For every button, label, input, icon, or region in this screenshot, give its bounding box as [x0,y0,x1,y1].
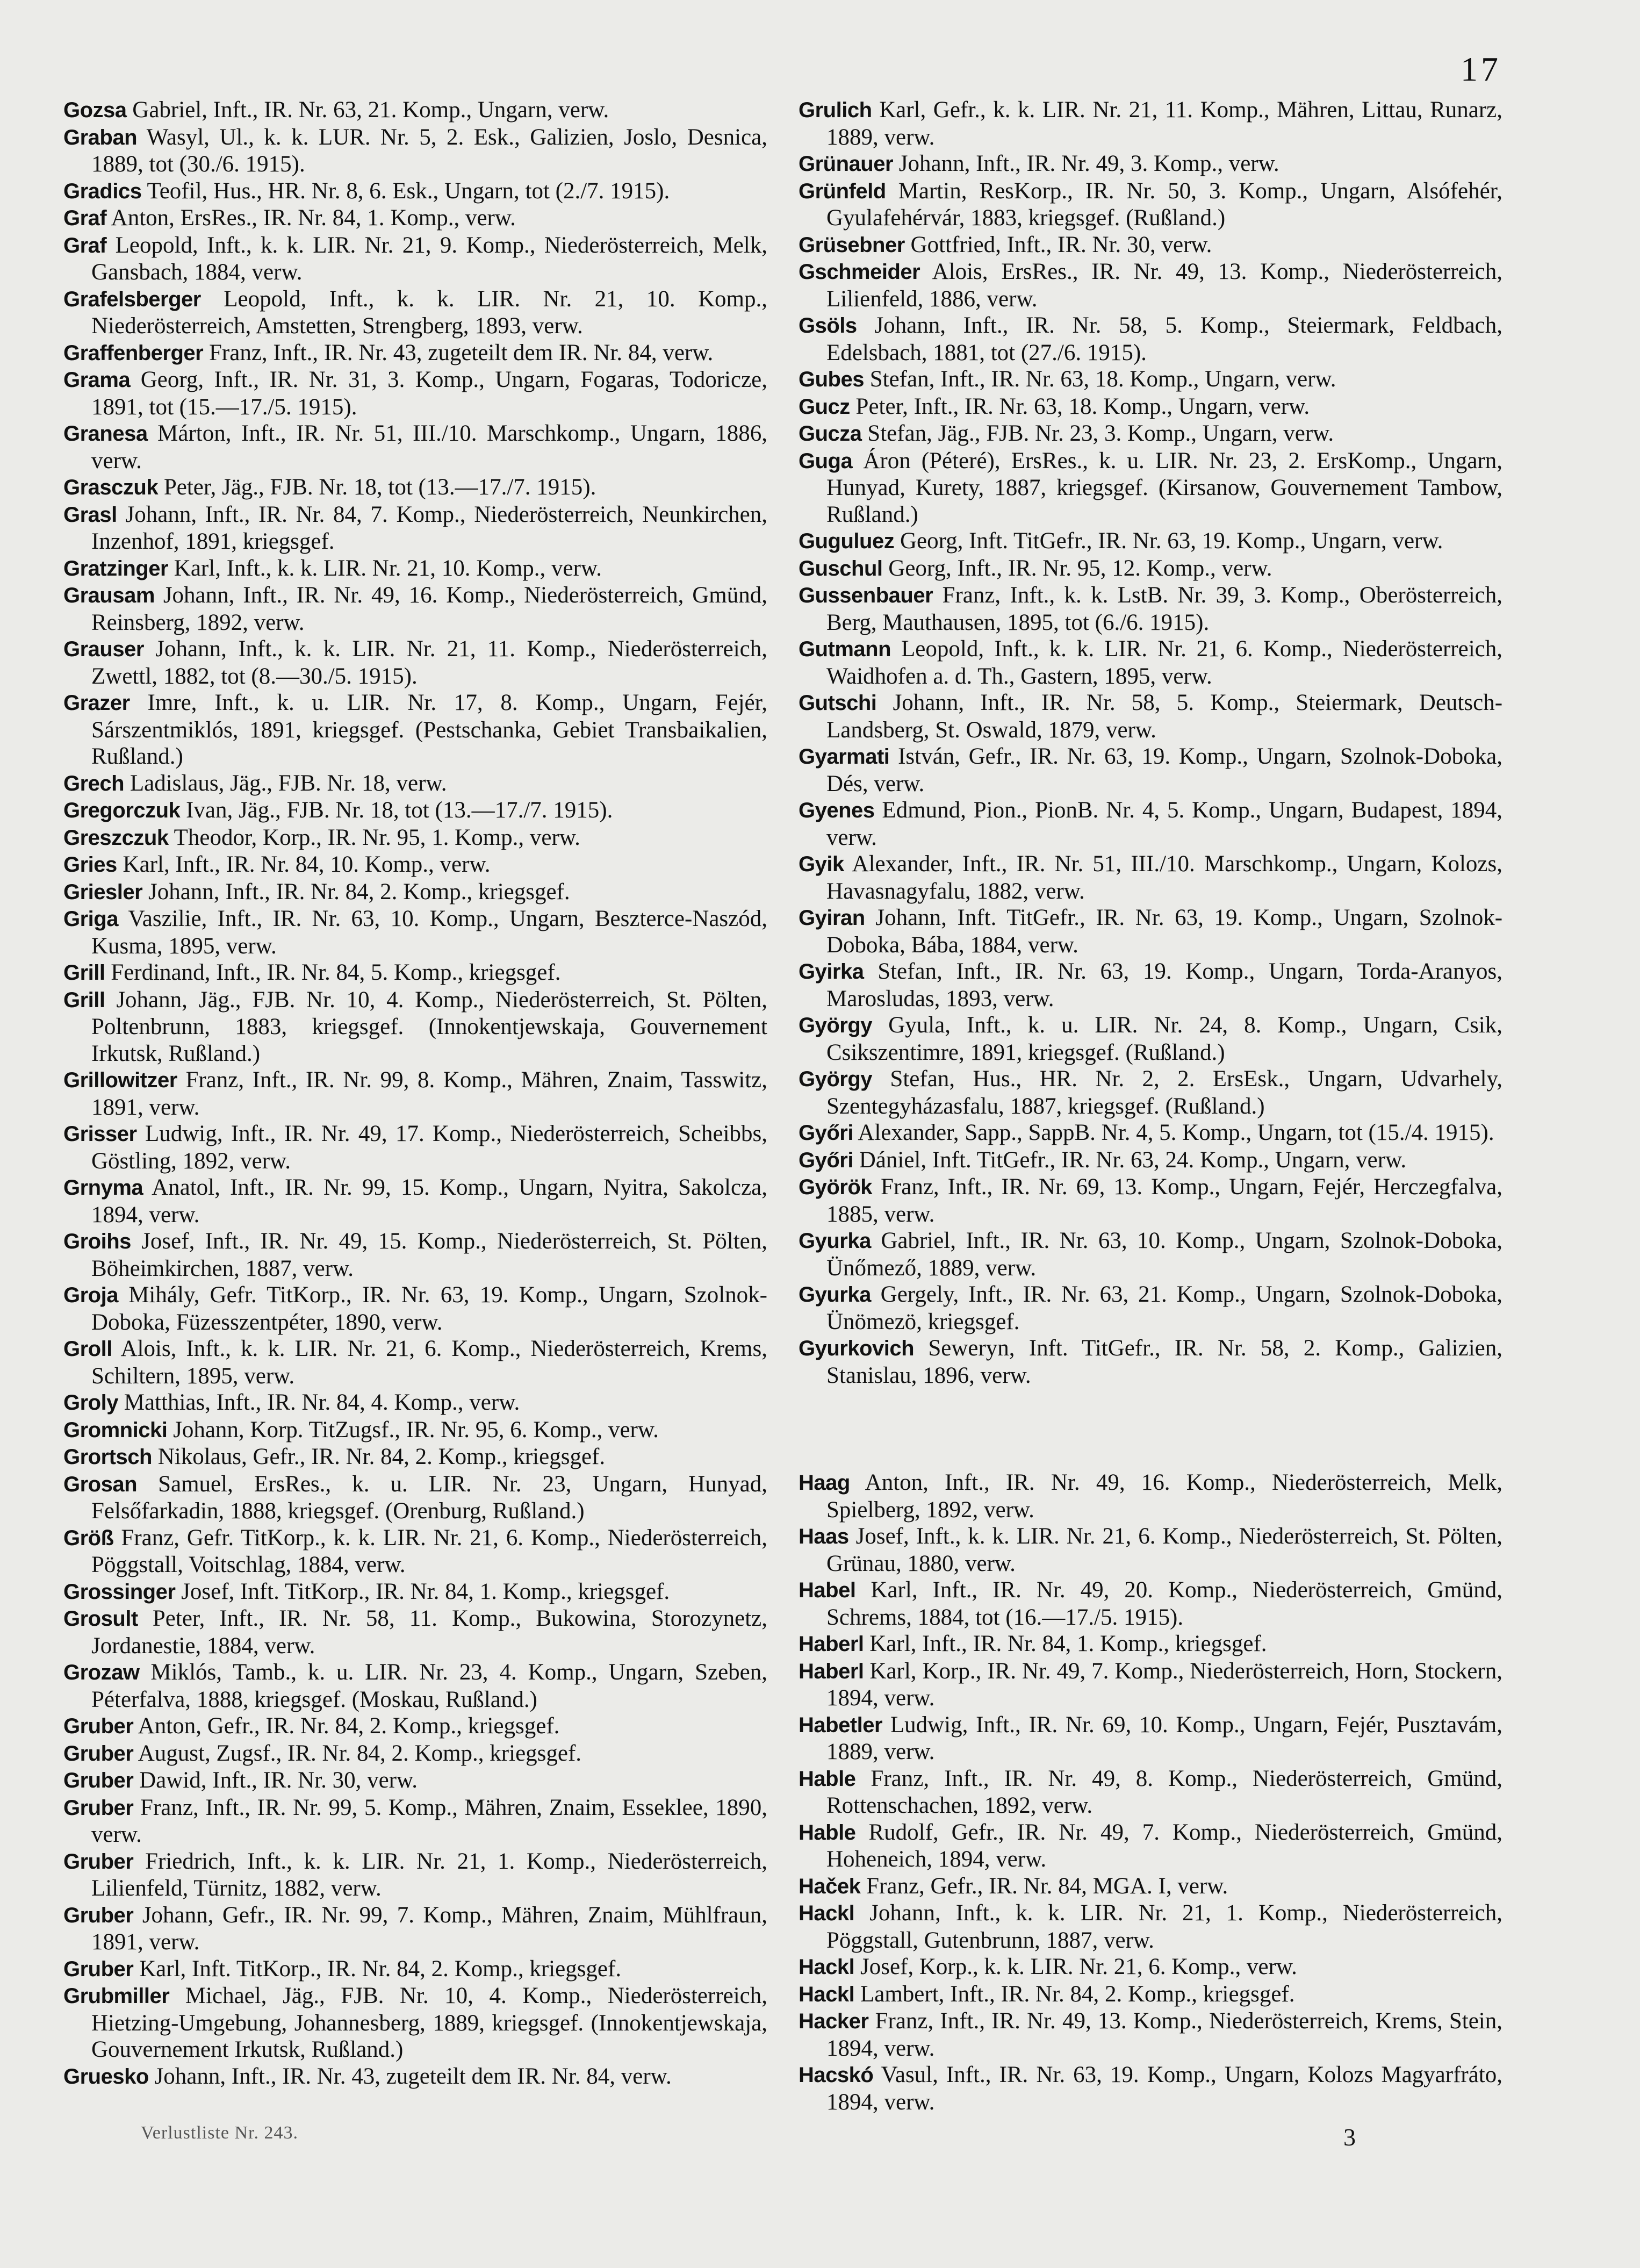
casualty-entry [63,797,767,824]
entry-details: Samuel, ErsRes., k. u. LIR. Nr. 23, Ungarn, Hunyad, Felsőfarkadin, 1888, kriegsgef. (Orenburg, Rußland.) [91,1471,767,1524]
entry-details: Johann, Korp. TitZugsf., IR. Nr. 95, 6. Komp., verw. [173,1417,659,1442]
casualty-entry [63,987,767,1067]
casualty-entry [799,393,1502,421]
entry-surname: Habetler [799,1713,883,1737]
entry-surname: Gruesko [63,2064,149,2088]
entry-surname: Gruber [63,1957,134,1981]
casualty-entry [63,1578,767,1606]
casualty-entry [799,555,1502,583]
entry-surname: Grünauer [799,152,894,176]
entry-details: Franz, Inft., IR. Nr. 49, 8. Komp., Niederösterreich, Gmünd, Rottenschachen, 1892, verw. [826,1765,1502,1818]
entry-surname: Groja [63,1283,118,1307]
casualty-entry [63,1282,767,1336]
entry-surname: Gutmann [799,637,891,661]
casualty-entry [799,420,1502,448]
entry-surname: Gucz [799,394,850,419]
casualty-entry [63,636,767,690]
casualty-entry [799,1174,1502,1228]
entry-details: Gabriel, Inft., IR. Nr. 63, 21. Komp., Ungarn, verw. [132,97,609,123]
entry-surname: Hacskó [799,2063,874,2087]
casualty-entry [63,1659,767,1713]
entry-details: Peter, Jäg., FJB. Nr. 18, tot (13.—17./7. 1915). [163,475,596,500]
entry-details: Gergely, Inft., IR. Nr. 63, 21. Komp., Ungarn, Szolnok-Doboka, Ünömezö, kriegsgef. [826,1282,1502,1334]
casualty-entry [63,959,767,987]
entry-surname: Grisser [63,1122,137,1146]
entry-surname: Grulich [799,98,872,122]
entry-details: Franz, Inft., k. k. LstB. Nr. 39, 3. Komp., Oberösterreich, Berg, Mauthausen, 1895, tot (6./6. 1915). [826,583,1502,635]
casualty-entry [799,743,1502,797]
entry-details: Peter, Inft., IR. Nr. 58, 11. Komp., Bukowina, Storozynetz, Jordanestie, 1884, verw. [91,1606,767,1659]
entry-surname: Grüsebner [799,233,905,257]
entry-surname: Griga [63,907,118,931]
casualty-entry [799,1147,1502,1174]
casualty-entry [799,1765,1502,1819]
casualty-entry [799,1712,1502,1765]
entry-surname: Gregorczuk [63,799,181,822]
casualty-entry [799,690,1502,743]
casualty-entry [799,97,1502,150]
casualty-entry [63,1795,767,1848]
casualty-entry [63,340,767,367]
entry-details: Mihály, Gefr. TitKorp., IR. Nr. 63, 19. Komp., Ungarn, Szolnok-Doboka, Füzesszentpéter, 1890, verw. [91,1282,768,1335]
casualty-entry [63,1767,767,1795]
entry-surname: Griesler [63,880,143,904]
casualty-entry [63,1336,767,1389]
entry-details: Seweryn, Inft. TitGefr., IR. Nr. 58, 2. Komp., Galizien, Stanislau, 1896, verw. [826,1336,1502,1388]
entry-details: Stefan, Inft., IR. Nr. 63, 18. Komp., Ungarn, verw. [869,367,1336,392]
entry-surname: Gyurka [799,1229,871,1253]
entry-details: Karl, Inft., IR. Nr. 84, 10. Komp., verw. [123,852,491,877]
entry-surname: Grnyma [63,1176,143,1200]
entry-surname: Gyarmati [799,745,890,769]
entry-surname: Haček [799,1874,861,1898]
casualty-entry [63,232,767,286]
entry-details: Gottfried, Inft., IR. Nr. 30, verw. [910,232,1212,257]
casualty-entry [799,1228,1502,1281]
entry-surname: Hackl [799,1982,855,2006]
entry-details: Theodor, Korp., IR. Nr. 95, 1. Komp., verw. [174,824,580,850]
casualty-entry [63,420,767,474]
entry-details: Franz, Inft., IR. Nr. 43, zugeteilt dem IR. Nr. 84, verw. [209,340,714,365]
casualty-entry [799,1012,1502,1066]
entry-details: Josef, Inft., k. k. LIR. Nr. 21, 6. Komp., Niederösterreich, St. Pölten, Grünau, 1880, verw. [826,1524,1503,1576]
entry-details: Michael, Jäg., FJB. Nr. 10, 4. Komp., Niederösterreich, Hietzing-Umgebung, Johannesberg, 1889, kriegsgef. (Innokentjewskaja, Gouvernement Irkutsk, Rußland.) [91,1983,768,2062]
entry-details: Karl, Gefr., k. k. LIR. Nr. 21, 11. Komp., Mähren, Littau, Runarz, 1889, verw. [826,97,1503,150]
entry-surname: Granesa [63,422,148,446]
entry-surname: Graffenberger [63,341,204,365]
section-gap [799,1389,1502,1469]
entry-surname: Grama [63,368,131,392]
entry-details: Stefan, Inft., IR. Nr. 63, 19. Komp., Ungarn, Torda-Aranyos, Marosludas, 1893, verw. [826,959,1502,1011]
entry-details: Karl, Inft., k. k. LIR. Nr. 21, 10. Komp., verw. [174,555,602,581]
entry-surname: Grasl [63,503,117,527]
entry-surname: Gyirka [799,960,864,984]
entry-surname: Grortsch [63,1445,152,1469]
casualty-entry [799,1631,1502,1658]
entry-details: Ludwig, Inft., IR. Nr. 49, 17. Komp., Niederösterreich, Scheibbs, Göstling, 1892, verw. [91,1121,768,1174]
casualty-entry [799,1066,1502,1119]
entry-details: Johann, Inft., IR. Nr. 58, 5. Komp., Steiermark, Deutsch-Landsberg, St. Oswald, 1879, verw. [826,690,1503,743]
entry-details: Teofil, Hus., HR. Nr. 8, 6. Esk., Ungarn, tot (2./7. 1915). [147,178,670,204]
entry-surname: Haag [799,1471,850,1495]
entry-details: Leopold, Inft., k. k. LIR. Nr. 21, 6. Komp., Niederösterreich, Waidhofen a. d. Th., Gastern, 1895, verw. [826,636,1502,689]
entry-surname: Guschul [799,556,883,580]
casualty-entry [63,205,767,232]
casualty-entry [799,366,1502,393]
entry-details: Alexander, Sapp., SappB. Nr. 4, 5. Komp., Ungarn, tot (15./4. 1915). [858,1120,1494,1145]
entry-details: Vasul, Inft., IR. Nr. 63, 19. Komp., Ungarn, Kolozs Magyarfráto, 1894, verw. [826,2062,1502,2115]
entry-details: István, Gefr., IR. Nr. 63, 19. Komp., Ungarn, Szolnok-Doboka, Dés, verw. [826,744,1503,796]
casualty-entry [799,232,1502,259]
entry-details: Anton, Inft., IR. Nr. 49, 16. Komp., Niederösterreich, Melk, Spielberg, 1892, verw. [826,1470,1502,1523]
casualty-entry [63,1067,767,1121]
entry-details: Johann, Inft., IR. Nr. 43, zugeteilt dem IR. Nr. 84, verw. [154,2063,672,2089]
entry-surname: Gyenes [799,799,875,822]
casualty-entry [63,1417,767,1444]
entry-details: August, Zugsf., IR. Nr. 84, 2. Komp., kriegsgef. [138,1740,582,1766]
casualty-entry [63,501,767,555]
footer-signature-mark: 3 [1343,2123,1356,2151]
casualty-entry [799,312,1502,366]
entry-details: Edmund, Pion., PionB. Nr. 4, 5. Komp., Ungarn, Budapest, 1894, verw. [826,798,1503,850]
entry-details: Josef, Korp., k. k. LIR. Nr. 21, 6. Komp., verw. [860,1954,1297,1979]
entry-surname: Guga [799,449,853,473]
entry-surname: Györök [799,1175,873,1199]
entry-surname: Gucza [799,422,862,446]
right-column-g-section [799,97,1502,1389]
entry-details: Franz, Inft., IR. Nr. 49, 13. Komp., Niederösterreich, Krems, Stein, 1894, verw. [826,2008,1502,2061]
entry-surname: Grill [63,988,105,1012]
entry-details: Anatol, Inft., IR. Nr. 99, 15. Komp., Ungarn, Nyitra, Sakolcza, 1894, verw. [91,1175,767,1228]
entry-surname: Gries [63,853,117,877]
casualty-entry [63,124,767,178]
entry-surname: Grossinger [63,1580,176,1604]
entry-surname: Groihs [63,1230,131,1253]
entry-surname: Groly [63,1391,118,1415]
entry-details: Leopold, Inft., k. k. LIR. Nr. 21, 10. Komp., Niederösterreich, Amstetten, Strengberg, 1893, verw. [91,286,767,339]
casualty-entry [63,555,767,583]
entry-details: Johann, Inft., IR. Nr. 84, 7. Komp., Niederösterreich, Neunkirchen, Inzenhof, 1891, kriegsgef. [91,501,767,554]
entry-surname: Hackl [799,1901,855,1925]
entry-details: Ladislaus, Jäg., FJB. Nr. 18, verw. [130,770,447,796]
entry-surname: Gozsa [63,98,127,122]
entry-surname: Gschmeider [799,260,920,284]
casualty-entry [799,259,1502,312]
entry-details: Johann, Inft., k. k. LIR. Nr. 21, 11. Komp., Niederösterreich, Zwettl, 1882, tot (8.—30./5. 1915). [91,636,768,689]
casualty-entry [799,1981,1502,2008]
casualty-entry [63,1713,767,1740]
casualty-entry [63,97,767,124]
casualty-entry [799,1577,1502,1631]
entry-details: Martin, ResKorp., IR. Nr. 50, 3. Komp., Ungarn, Alsófehér, Gyulafehérvár, 1883, kriegsgef. (Rußland.) [826,178,1503,231]
entry-details: Nikolaus, Gefr., IR. Nr. 84, 2. Komp., kriegsgef. [157,1444,606,1469]
entry-details: Georg, Inft., IR. Nr. 95, 12. Komp., verw. [888,555,1272,581]
entry-details: Friedrich, Inft., k. k. LIR. Nr. 21, 1. Komp., Niederösterreich, Lilienfeld, Türnitz, 1882, verw. [91,1848,768,1901]
entry-surname: Grozaw [63,1661,140,1684]
casualty-entry [63,582,767,636]
entry-surname: Gutschi [799,691,877,715]
casualty-entry [799,851,1502,905]
casualty-entry [63,906,767,959]
casualty-entry [799,958,1502,1012]
entry-details: Vaszilie, Inft., IR. Nr. 63, 10. Komp., Ungarn, Beszterce-Naszód, Kusma, 1895, verw. [91,906,767,959]
casualty-entry [799,1954,1502,1981]
casualty-entry [63,690,767,770]
casualty-entry [799,797,1502,851]
entry-details: Wasyl, Ul., k. k. LUR. Nr. 5, 2. Esk., Galizien, Joslo, Desnica, 1889, tot (30./6. 1915). [91,124,767,177]
casualty-entry [799,2008,1502,2062]
entry-surname: Gratzinger [63,556,169,580]
entry-surname: Gromnicki [63,1418,168,1442]
entry-details: Franz, Gefr., IR. Nr. 84, MGA. I, verw. [866,1873,1228,1899]
casualty-entry [799,1335,1502,1389]
entry-details: Alois, Inft., k. k. LIR. Nr. 21, 6. Komp., Niederösterreich, Krems, Schiltern, 1895, verw. [91,1336,767,1389]
entry-details: Johann, Jäg., FJB. Nr. 10, 4. Komp., Niederösterreich, St. Pölten, Poltenbrunn, 1883, kriegsgef. (Innokentjewskaja, Gouvernement Irkutsk, Rußland.) [91,987,767,1066]
casualty-entry [63,1956,767,1983]
entry-details: Karl, Inft., IR. Nr. 84, 1. Komp., kriegsgef. [869,1631,1267,1656]
casualty-entry [63,1605,767,1659]
entry-surname: Gruber [63,1903,134,1927]
entry-details: Anton, ErsRes., IR. Nr. 84, 1. Komp., verw. [111,205,516,231]
entry-details: Franz, Inft., IR. Nr. 69, 13. Komp., Ungarn, Fejér, Herczegfalva, 1885, verw. [826,1174,1503,1227]
entry-surname: Grill [63,961,105,985]
entry-details: Imre, Inft., k. u. LIR. Nr. 17, 8. Komp., Ungarn, Fejér, Sárszentmiklós, 1891, kriegsgef. (Pestschanka, Gebiet Transbaikalien, Rußland.) [91,690,767,769]
entry-surname: Haas [799,1525,849,1548]
casualty-entry [799,636,1502,690]
entry-surname: Guguluez [799,529,895,553]
entry-surname: Groll [63,1337,112,1361]
entry-surname: Gruber [63,1741,134,1765]
right-column [799,97,1502,2115]
entry-surname: Hable [799,1767,856,1791]
entry-surname: Grasczuk [63,476,159,499]
page-number: 17 [1461,50,1501,88]
right-column-h-section [799,1469,1502,2115]
casualty-entry [63,1121,767,1174]
casualty-entry [63,1740,767,1768]
entry-details: Josef, Inft. TitKorp., IR. Nr. 84, 1. Komp., kriegsgef. [181,1578,670,1604]
casualty-entry [799,1523,1502,1577]
entry-details: Georg, Inft., IR. Nr. 31, 3. Komp., Ungarn, Fogaras, Todoricze, 1891, tot (15.—17./5. 1915). [91,367,767,420]
casualty-entry [63,1471,767,1525]
casualty-entry [63,879,767,906]
entry-surname: György [799,1014,873,1037]
entry-surname: Grillowitzer [63,1068,177,1092]
casualty-entry [63,286,767,340]
left-column [63,97,767,2090]
entry-surname: Gyurkovich [799,1337,915,1360]
entry-surname: Gubes [799,368,864,391]
entry-surname: Greszczuk [63,826,169,850]
casualty-entry [63,1389,767,1417]
casualty-entry [799,1469,1502,1523]
casualty-entry [63,2063,767,2091]
entry-surname: Graban [63,125,138,149]
casualty-entry [63,474,767,501]
entry-details: Franz, Inft., IR. Nr. 99, 5. Komp., Mähren, Znaim, Esseklee, 1890, verw. [91,1795,767,1847]
casualty-entry [63,851,767,879]
entry-details: Karl, Inft., IR. Nr. 49, 20. Komp., Niederösterreich, Gmünd, Schrems, 1884, tot (16.—17./5. 1915). [826,1577,1502,1630]
entry-surname: Grosult [63,1607,138,1631]
entry-surname: Graf [63,206,107,230]
casualty-entry [799,178,1502,232]
entry-surname: Grubmiller [63,1984,170,2008]
entry-details: Matthias, Inft., IR. Nr. 84, 4. Komp., verw. [124,1390,520,1415]
entry-surname: Gyik [799,852,844,876]
entry-details: Franz, Gefr. TitKorp., k. k. LIR. Nr. 21, 6. Komp., Niederösterreich, Pöggstall, Voitschlag, 1884, verw. [91,1525,767,1577]
casualty-entry [63,1983,767,2063]
casualty-entry [63,824,767,852]
casualty-entry [63,770,767,798]
casualty-entry [63,178,767,205]
entry-details: Ivan, Jäg., FJB. Nr. 18, tot (13.—17./7. 1915). [186,798,613,823]
casualty-entry [799,1819,1502,1873]
casualty-entry [799,1873,1502,1900]
entry-details: Johann, Inft., IR. Nr. 58, 5. Komp., Steiermark, Feldbach, Edelsbach, 1881, tot (27./6. 1915). [826,313,1502,365]
entry-details: Karl, Korp., IR. Nr. 49, 7. Komp., Niederösterreich, Horn, Stockern, 1894, verw. [826,1658,1503,1711]
entry-surname: Győri [799,1121,853,1145]
entry-details: Miklós, Tamb., k. u. LIR. Nr. 23, 4. Komp., Ungarn, Szeben, Péterfalva, 1888, kriegsgef. (Moskau, Rußland.) [91,1660,768,1712]
entry-surname: Grausam [63,584,155,607]
entry-details: Anton, Gefr., IR. Nr. 84, 2. Komp., kriegsgef. [138,1713,560,1739]
casualty-entry [799,1281,1502,1335]
entry-surname: Gruber [63,1714,134,1738]
entry-details: Dawid, Inft., IR. Nr. 30, verw. [139,1768,418,1793]
entry-surname: Gradics [63,179,142,203]
casualty-entry [63,1525,767,1578]
entry-surname: Győri [799,1148,853,1172]
casualty-entry [799,2062,1502,2115]
casualty-entry [63,1174,767,1228]
entry-details: Johann, Inft., IR. Nr. 49, 16. Komp., Niederösterreich, Gmünd, Reinsberg, 1892, verw. [91,583,768,635]
entry-details: Márton, Inft., IR. Nr. 51, III./10. Marschkomp., Ungarn, 1886, verw. [91,421,767,473]
entry-surname: Größ [63,1526,114,1550]
entry-surname: Hacker [799,2009,869,2033]
entry-details: Georg, Inft. TitGefr., IR. Nr. 63, 19. Komp., Ungarn, verw. [900,528,1443,554]
casualty-entry [799,1900,1502,1954]
entry-details: Áron (Péteré), ErsRes., k. u. LIR. Nr. 23, 2. ErsKomp., Ungarn, Hunyad, Kurety, 1887, kriegsgef. (Kirsanow, Gouvernement Tambow, Rußland.) [826,448,1503,527]
entry-surname: Gruber [63,1796,134,1820]
entry-surname: Grosan [63,1472,138,1496]
entry-details: Stefan, Hus., HR. Nr. 2, 2. ErsEsk., Ungarn, Udvarhely, Szentegyházasfalu, 1887, kriegsgef. (Rußland.) [826,1066,1502,1119]
footer-list-number: Verlustliste Nr. 243. [141,2123,298,2143]
casualty-entry [799,1658,1502,1712]
entry-details: Johann, Inft., k. k. LIR. Nr. 21, 1. Komp., Niederösterreich, Pöggstall, Gutenbrunn, 1887, verw. [826,1900,1502,1953]
entry-details: Gabriel, Inft., IR. Nr. 63, 10. Komp., Ungarn, Szolnok-Doboka, Ünőmező, 1889, verw. [826,1228,1503,1281]
entry-details: Ferdinand, Inft., IR. Nr. 84, 5. Komp., kriegsgef. [111,960,561,985]
entry-surname: Haberl [799,1659,864,1683]
entry-details: Peter, Inft., IR. Nr. 63, 18. Komp., Ungarn, verw. [855,393,1310,419]
entry-surname: Grafelsberger [63,287,201,311]
entry-surname: Grech [63,771,125,795]
entry-surname: Gruber [63,1769,134,1792]
entry-surname: Gussenbauer [799,584,933,607]
entry-details: Johann, Inft., IR. Nr. 49, 3. Komp., verw. [898,151,1279,176]
entry-surname: György [799,1067,873,1091]
entry-details: Stefan, Jäg., FJB. Nr. 23, 3. Komp., Ungarn, verw. [867,421,1334,446]
entry-surname: Grazer [63,691,130,715]
casualty-entry [799,150,1502,178]
entry-details: Karl, Inft. TitKorp., IR. Nr. 84, 2. Komp., kriegsgef. [139,1956,622,1982]
entry-surname: Gyiran [799,906,865,930]
entry-details: Dániel, Inft. TitGefr., IR. Nr. 63, 24. Komp., Ungarn, verw. [859,1147,1407,1173]
entry-surname: Grauser [63,637,144,661]
entry-surname: Hable [799,1820,856,1844]
entry-surname: Grünfeld [799,179,886,203]
casualty-entry [63,1902,767,1956]
entry-details: Josef, Inft., IR. Nr. 49, 15. Komp., Niederösterreich, St. Pölten, Böheimkirchen, 1887, verw. [91,1229,768,1281]
entry-details: Johann, Gefr., IR. Nr. 99, 7. Komp., Mähren, Znaim, Mühlfraun, 1891, verw. [91,1902,767,1955]
entry-surname: Gsöls [799,314,857,338]
casualty-entry [799,905,1502,958]
casualty-entry [63,1228,767,1282]
entry-surname: Hackl [799,1955,855,1979]
entry-surname: Haberl [799,1632,864,1656]
casualty-entry [63,1444,767,1471]
casualty-entry [799,448,1502,528]
entry-details: Rudolf, Gefr., IR. Nr. 49, 7. Komp., Niederösterreich, Gmünd, Hoheneich, 1894, verw. [826,1819,1502,1872]
entry-details: Leopold, Inft., k. k. LIR. Nr. 21, 9. Komp., Niederösterreich, Melk, Gansbach, 1884, verw. [91,232,767,285]
entry-surname: Graf [63,233,107,257]
entry-surname: Gruber [63,1849,134,1874]
entry-details: Lambert, Inft., IR. Nr. 84, 2. Komp., kriegsgef. [860,1981,1295,2007]
casualty-entry [799,528,1502,555]
entry-details: Alexander, Inft., IR. Nr. 51, III./10. Marschkomp., Ungarn, Kolozs, Havasnagyfalu, 1882, verw. [826,851,1502,904]
entry-details: Ludwig, Inft., IR. Nr. 69, 10. Komp., Ungarn, Fejér, Pusztavám, 1889, verw. [826,1712,1503,1764]
entry-surname: Habel [799,1578,856,1602]
entry-details: Gyula, Inft., k. u. LIR. Nr. 24, 8. Komp., Ungarn, Csik, Csikszentimre, 1891, kriegsgef. (Rußland.) [826,1013,1502,1065]
entry-details: Alois, ErsRes., IR. Nr. 49, 13. Komp., Niederösterreich, Lilienfeld, 1886, verw. [826,259,1502,312]
casualty-entry [63,1848,767,1902]
casualty-entry [799,582,1502,636]
casualty-entry [799,1119,1502,1147]
entry-surname: Gyurka [799,1283,871,1307]
casualty-entry [63,367,767,420]
entry-details: Johann, Inft. TitGefr., IR. Nr. 63, 19. Komp., Ungarn, Szolnok-Doboka, Bába, 1884, verw. [826,905,1503,958]
entry-details: Franz, Inft., IR. Nr. 99, 8. Komp., Mähren, Znaim, Tasswitz, 1891, verw. [91,1067,767,1120]
entry-details: Johann, Inft., IR. Nr. 84, 2. Komp., kriegsgef. [148,879,570,905]
